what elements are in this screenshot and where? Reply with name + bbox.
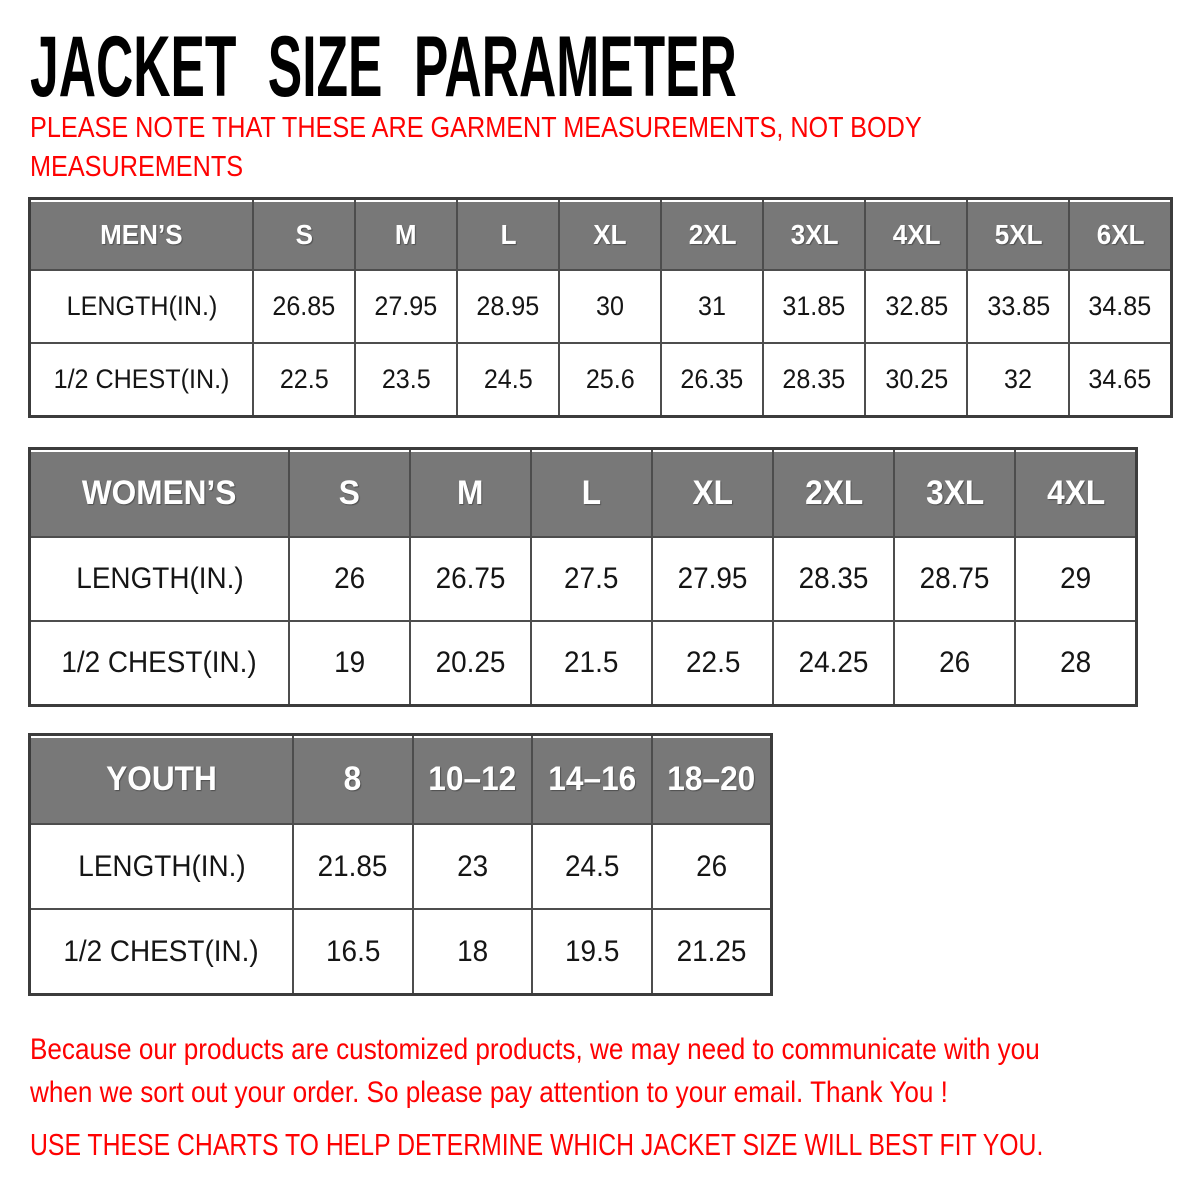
size-value xyxy=(652,621,773,706)
garment-measurement-note xyxy=(30,109,922,187)
row-label xyxy=(30,343,254,417)
size-column-header xyxy=(1015,449,1136,538)
size-value xyxy=(413,824,533,909)
size-value xyxy=(652,824,772,909)
cell-text: 26 xyxy=(695,849,727,883)
table-title-cell xyxy=(30,199,254,271)
size-value xyxy=(253,343,355,417)
size-column-header xyxy=(967,199,1069,271)
size-value xyxy=(763,343,865,417)
cell-text: 22.5 xyxy=(279,364,329,394)
size-value xyxy=(289,621,410,706)
size-column-header xyxy=(763,199,865,271)
cell-text: 19.5 xyxy=(564,934,620,968)
cell-text: 31.85 xyxy=(782,291,846,321)
size-column-header xyxy=(652,449,773,538)
cell-text: YOUTH xyxy=(106,760,217,798)
cell-text: 34.65 xyxy=(1088,364,1152,394)
size-column-header xyxy=(289,449,410,538)
cell-text: 31 xyxy=(698,291,727,321)
cell-text: 26.85 xyxy=(272,291,336,321)
cell-text: 6XL xyxy=(1096,218,1145,250)
size-value xyxy=(531,537,652,621)
size-column-header xyxy=(773,449,894,538)
size-value xyxy=(355,343,457,417)
size-value xyxy=(410,537,531,621)
size-value xyxy=(293,824,413,909)
mens-size-table xyxy=(28,197,1173,418)
cell-text: 4XL xyxy=(892,218,941,250)
cell-text: 19 xyxy=(334,646,366,679)
cell-text: XL xyxy=(593,218,627,250)
cell-text: 21.85 xyxy=(317,849,388,883)
cell-text: 26 xyxy=(334,562,366,595)
cell-text: 24.5 xyxy=(483,364,533,394)
size-column-header xyxy=(661,199,763,271)
size-column-header xyxy=(532,735,652,825)
cell-text: WOMEN’S xyxy=(82,473,237,512)
size-value xyxy=(1015,537,1136,621)
cell-text: 21.5 xyxy=(564,646,619,679)
size-column-header xyxy=(652,735,772,825)
size-value xyxy=(293,909,413,995)
cell-text: 26.35 xyxy=(680,364,744,394)
header-row xyxy=(30,199,1172,271)
cell-text: M xyxy=(395,218,417,250)
size-value xyxy=(559,270,661,343)
cell-text: 23 xyxy=(456,849,488,883)
cell-text: 2XL xyxy=(688,218,737,250)
size-value xyxy=(410,621,531,706)
cell-text: 27.5 xyxy=(564,562,619,595)
header-row xyxy=(30,735,772,825)
row-label xyxy=(30,909,294,995)
row-label xyxy=(30,621,290,706)
womens-size-table xyxy=(28,447,1138,707)
cell-text: 20.25 xyxy=(435,646,506,679)
cell-text: 25.6 xyxy=(585,364,635,394)
size-value xyxy=(413,909,533,995)
cell-text: 28.35 xyxy=(782,364,846,394)
size-column-header xyxy=(1069,199,1171,271)
cell-text: LENGTH(IN.) xyxy=(77,849,246,883)
cell-text: 34.85 xyxy=(1088,291,1152,321)
cell-text: 4XL xyxy=(1046,473,1105,512)
row-label xyxy=(30,537,290,621)
cell-text: S xyxy=(295,218,313,250)
cell-text: 26 xyxy=(939,646,971,679)
note-line-1: PLEASE NOTE THAT THESE ARE GARMENT MEASUREMENTS, NOT BODY xyxy=(30,112,922,144)
cell-text: 24.5 xyxy=(564,849,620,883)
cell-text: 8 xyxy=(344,760,362,798)
size-value xyxy=(532,909,652,995)
size-value xyxy=(253,270,355,343)
size-column-header xyxy=(413,735,533,825)
size-column-header xyxy=(531,449,652,538)
size-value xyxy=(773,621,894,706)
cell-text: LENGTH(IN.) xyxy=(75,562,244,595)
size-value xyxy=(894,621,1015,706)
cell-text: 28.95 xyxy=(476,291,540,321)
page-title: JACKET SIZE PARAMETER xyxy=(30,19,737,115)
notice-line-1: Because our products are customized products, we may need to communicate with you xyxy=(30,1033,1040,1066)
cell-text: L xyxy=(500,218,517,250)
cell-text: 27.95 xyxy=(677,562,748,595)
size-value xyxy=(865,270,967,343)
cell-text: 10–12 xyxy=(428,760,517,798)
size-column-header xyxy=(410,449,531,538)
youth-size-table xyxy=(28,733,773,996)
size-value xyxy=(457,270,559,343)
cell-text: 23.5 xyxy=(381,364,431,394)
cell-text: XL xyxy=(692,473,733,512)
note-line-2: MEASUREMENTS xyxy=(30,151,244,183)
header-row xyxy=(30,449,1137,538)
size-column-header xyxy=(293,735,413,825)
cell-text: 14–16 xyxy=(548,760,637,798)
cell-text: 21.25 xyxy=(676,934,747,968)
cell-text: S xyxy=(338,473,361,512)
cell-text: 29 xyxy=(1060,562,1092,595)
size-value xyxy=(967,270,1069,343)
size-value xyxy=(661,343,763,417)
data-row xyxy=(30,824,772,909)
cell-text: 28.75 xyxy=(919,562,990,595)
cell-text: 1/2 CHEST(IN.) xyxy=(53,364,230,394)
size-value xyxy=(652,537,773,621)
size-column-header xyxy=(894,449,1015,538)
size-column-header xyxy=(865,199,967,271)
cell-text: 2XL xyxy=(804,473,863,512)
size-column-header xyxy=(457,199,559,271)
cell-text: 3XL xyxy=(790,218,839,250)
cell-text: 30.25 xyxy=(884,364,948,394)
row-label xyxy=(30,824,294,909)
cell-text: 32 xyxy=(1004,364,1033,394)
size-value xyxy=(652,909,772,995)
size-value xyxy=(531,621,652,706)
cell-text: 33.85 xyxy=(986,291,1050,321)
cell-text: 24.25 xyxy=(798,646,869,679)
cell-text: 5XL xyxy=(994,218,1043,250)
data-row xyxy=(30,909,772,995)
cell-text: 22.5 xyxy=(685,646,740,679)
cell-text: 3XL xyxy=(925,473,984,512)
size-value xyxy=(763,270,865,343)
size-value xyxy=(355,270,457,343)
size-value xyxy=(773,537,894,621)
cell-text: M xyxy=(457,473,484,512)
data-row xyxy=(30,343,1172,417)
size-value xyxy=(967,343,1069,417)
size-value xyxy=(289,537,410,621)
size-column-header xyxy=(559,199,661,271)
cell-text: 18–20 xyxy=(667,760,756,798)
row-label xyxy=(30,270,254,343)
cell-text: 1/2 CHEST(IN.) xyxy=(63,934,260,968)
size-value xyxy=(457,343,559,417)
size-column-header xyxy=(253,199,355,271)
cell-text: 18 xyxy=(456,934,488,968)
size-value xyxy=(894,537,1015,621)
data-row xyxy=(30,537,1137,621)
cell-text: MEN’S xyxy=(100,218,183,250)
cell-text: 28.35 xyxy=(798,562,869,595)
cell-text: 30 xyxy=(596,291,625,321)
data-row xyxy=(30,270,1172,343)
cell-text: 32.85 xyxy=(884,291,948,321)
size-chart-usage-hint: USE THESE CHARTS TO HELP DETERMINE WHICH JACKET SIZE WILL BEST FIT YOU. xyxy=(30,1127,1044,1162)
size-column-header xyxy=(355,199,457,271)
data-row xyxy=(30,621,1137,706)
size-value xyxy=(1015,621,1136,706)
cell-text: 16.5 xyxy=(325,934,380,968)
size-value xyxy=(865,343,967,417)
size-value xyxy=(532,824,652,909)
cell-text: 1/2 CHEST(IN.) xyxy=(61,646,258,679)
cell-text: 27.95 xyxy=(374,291,438,321)
cell-text: LENGTH(IN.) xyxy=(66,291,217,321)
size-value xyxy=(661,270,763,343)
notice-line-2: when we sort out your order. So please pay attention to your email. Thank You ! xyxy=(30,1076,948,1109)
size-value xyxy=(1069,343,1171,417)
size-value xyxy=(1069,270,1171,343)
cell-text: 28 xyxy=(1060,646,1092,679)
table-title-cell xyxy=(30,449,290,538)
cell-text: L xyxy=(581,473,602,512)
cell-text: 26.75 xyxy=(435,562,506,595)
size-value xyxy=(559,343,661,417)
custom-order-notice xyxy=(30,1028,1040,1114)
table-title-cell xyxy=(30,735,294,825)
